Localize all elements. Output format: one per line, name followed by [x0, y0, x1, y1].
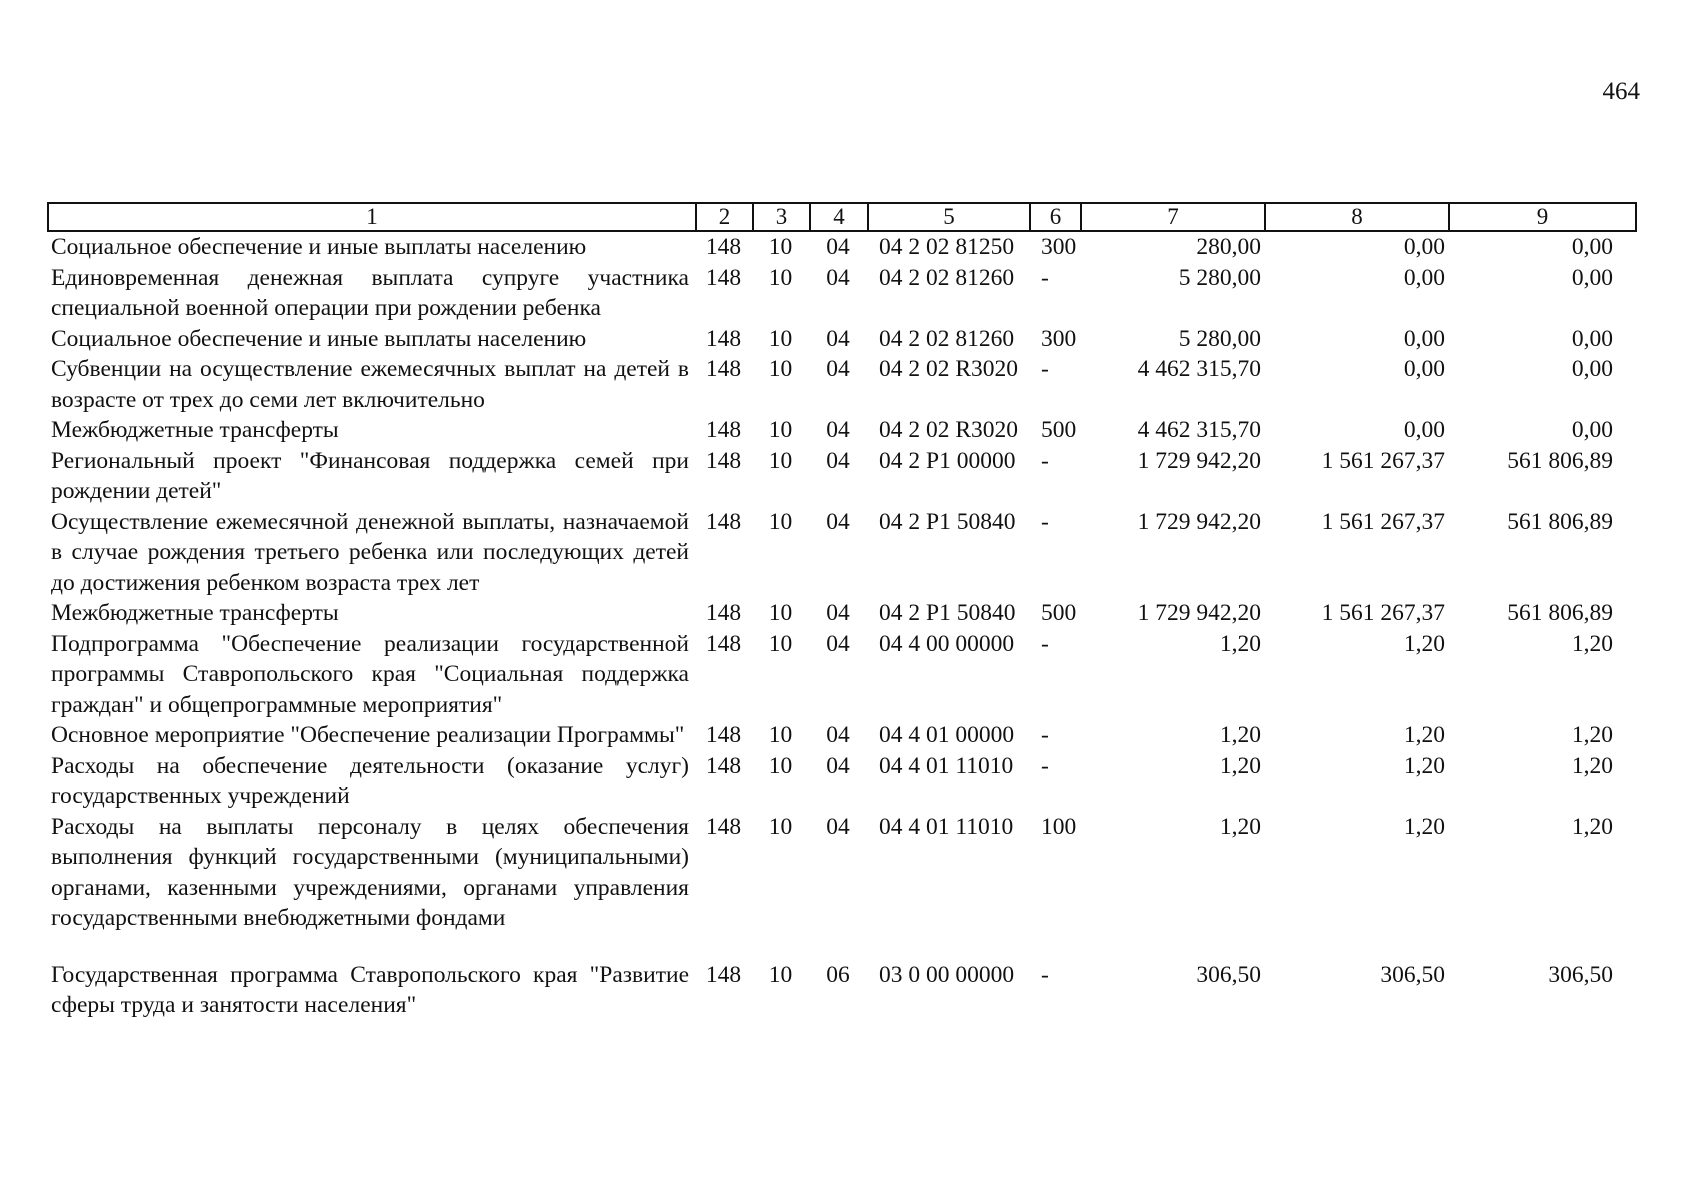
row-section: 10 [768, 234, 793, 260]
row-amount-col9: 1,20 [1571, 813, 1613, 840]
row-ministry-code: 148 [705, 508, 742, 535]
row-subsection: 04 [826, 447, 850, 474]
row-section: 10 [768, 447, 793, 474]
row-target-article: 04 2 02 81260 [879, 325, 1015, 352]
row-name: Межбюджетные трансферты [51, 600, 339, 626]
row-amount-col8: 1,20 [1403, 752, 1445, 779]
row-section: 10 [768, 630, 793, 657]
row-expense-type: - [1041, 447, 1049, 474]
row-amount-col9: 561 806,89 [1507, 508, 1613, 535]
header-col-9: 9 [1449, 203, 1636, 231]
row-target-article: 04 4 01 11010 [879, 813, 1014, 840]
row-amount-col8: 0,00 [1403, 417, 1445, 443]
row-section: 10 [768, 722, 793, 748]
row-amount-col9: 0,00 [1571, 234, 1613, 260]
row-subsection: 04 [826, 600, 850, 626]
table-row [47, 720, 1635, 751]
table-row [47, 415, 1635, 446]
row-amount-col9: 0,00 [1571, 264, 1613, 291]
row-target-article: 03 0 00 00000 [879, 961, 1015, 988]
row-ministry-code: 148 [705, 234, 742, 260]
row-ministry-code: 148 [705, 264, 742, 291]
row-name: Субвенции на осуществление ежемесячных выплат на детей в возрасте от трех до семи лет включительно [51, 356, 689, 413]
row-amount-col8: 1,20 [1403, 722, 1445, 748]
row-ministry-code: 148 [705, 417, 742, 443]
table-row [47, 232, 1635, 263]
row-expense-type: 500 [1041, 417, 1077, 443]
row-section: 10 [768, 508, 793, 535]
row-amount-col7: 5 280,00 [1178, 264, 1261, 291]
budget-table [47, 232, 1635, 1021]
row-amount-col9: 0,00 [1571, 356, 1613, 382]
row-amount-col7: 1,20 [1219, 722, 1261, 748]
table-row [47, 812, 1635, 934]
row-subsection: 04 [826, 752, 850, 779]
row-amount-col9: 1,20 [1571, 630, 1613, 657]
row-amount-col8: 0,00 [1403, 234, 1445, 260]
row-expense-type: - [1041, 961, 1049, 988]
row-amount-col9: 561 806,89 [1507, 447, 1613, 474]
page-number: 464 [1602, 78, 1640, 105]
table-row [47, 960, 1635, 1021]
header-col-5: 5 [868, 203, 1030, 231]
row-ministry-code: 148 [705, 961, 742, 988]
table-row [47, 598, 1635, 629]
row-target-article: 04 2 02 81250 [879, 234, 1015, 260]
row-expense-type: - [1041, 722, 1049, 748]
header-col-1: 1 [48, 203, 696, 231]
row-amount-col7: 280,00 [1196, 234, 1261, 260]
row-ministry-code: 148 [705, 356, 742, 382]
table-row [47, 751, 1635, 812]
row-name: Подпрограмма "Обеспечение реализации государственной программы Ставропольского края "Социальная поддержка граждан" и общепрограммные мероприятия" [51, 630, 689, 718]
row-target-article: 04 4 01 11010 [879, 752, 1014, 779]
row-expense-type: - [1041, 508, 1049, 535]
row-subsection: 04 [826, 722, 850, 748]
header-col-7: 7 [1081, 203, 1265, 231]
row-section: 10 [768, 813, 793, 840]
row-subsection: 04 [826, 630, 850, 657]
row-ministry-code: 148 [705, 325, 742, 352]
row-target-article: 04 2 02 R3020 [879, 356, 1019, 382]
row-expense-type: - [1041, 752, 1049, 779]
table-body [47, 232, 1635, 1021]
row-target-article: 04 4 01 00000 [879, 722, 1015, 748]
row-name: Региональный проект "Финансовая поддержка семей при рождении детей" [51, 447, 689, 504]
row-name: Государственная программа Ставропольского края "Развитие сферы труда и занятости населения" [51, 961, 689, 1018]
row-amount-col9: 0,00 [1571, 325, 1613, 352]
column-number-header [47, 202, 1637, 232]
row-expense-type: 100 [1041, 813, 1077, 840]
row-expense-type: - [1041, 264, 1049, 291]
row-target-article: 04 2 P1 50840 [879, 600, 1016, 626]
row-amount-col9: 0,00 [1571, 417, 1613, 443]
row-amount-col7: 1,20 [1219, 630, 1261, 657]
row-name: Социальное обеспечение и иные выплаты населению [51, 325, 587, 352]
row-name: Социальное обеспечение и иные выплаты населению [51, 234, 587, 260]
table-row [47, 446, 1635, 507]
header-col-3: 3 [753, 203, 810, 231]
header-col-6: 6 [1030, 203, 1081, 231]
row-section: 10 [768, 961, 793, 988]
spacer-cell [47, 934, 1635, 960]
row-amount-col8: 1,20 [1403, 813, 1445, 840]
row-ministry-code: 148 [705, 600, 742, 626]
row-name: Расходы на выплаты персоналу в целях обеспечения выполнения функций государственными (муниципальными) органами, казенными учреждениями, органами управления государственными внебюджетными фондами [51, 813, 689, 931]
row-name: Единовременная денежная выплата супруге участника специальной военной операции при рождении ребенка [51, 264, 689, 321]
row-name: Межбюджетные трансферты [51, 417, 339, 443]
row-amount-col8: 1 561 267,37 [1321, 600, 1445, 626]
row-expense-type: 500 [1041, 600, 1077, 626]
row-amount-col8: 0,00 [1403, 264, 1445, 291]
row-ministry-code: 148 [705, 630, 742, 657]
row-target-article: 04 2 P1 00000 [879, 447, 1016, 474]
row-ministry-code: 148 [705, 752, 742, 779]
row-amount-col7: 1,20 [1219, 813, 1261, 840]
table-row [47, 354, 1635, 415]
row-expense-type: 300 [1041, 234, 1077, 260]
row-amount-col7: 1 729 942,20 [1137, 600, 1261, 626]
row-amount-col9: 1,20 [1571, 722, 1613, 748]
row-ministry-code: 148 [705, 813, 742, 840]
row-amount-col8: 1,20 [1403, 630, 1445, 657]
row-name: Основное мероприятие "Обеспечение реализации Программы" [51, 722, 685, 748]
row-target-article: 04 2 02 R3020 [879, 417, 1019, 443]
row-section: 10 [768, 264, 793, 291]
row-expense-type: 300 [1041, 325, 1077, 352]
row-amount-col9: 306,50 [1548, 961, 1613, 988]
row-amount-col7: 1,20 [1219, 752, 1261, 779]
row-amount-col8: 1 561 267,37 [1321, 447, 1445, 474]
row-amount-col7: 1 729 942,20 [1137, 447, 1261, 474]
row-amount-col7: 4 462 315,70 [1137, 417, 1261, 443]
row-subsection: 04 [826, 813, 850, 840]
row-subsection: 04 [826, 325, 850, 352]
row-section: 10 [768, 356, 793, 382]
row-subsection: 06 [826, 961, 850, 988]
row-amount-col7: 1 729 942,20 [1137, 508, 1261, 535]
row-amount-col8: 0,00 [1403, 356, 1445, 382]
row-amount-col9: 1,20 [1571, 752, 1613, 779]
table-row [47, 629, 1635, 721]
table-row [47, 263, 1635, 324]
row-target-article: 04 2 P1 50840 [879, 508, 1016, 535]
row-subsection: 04 [826, 234, 850, 260]
row-subsection: 04 [826, 417, 850, 443]
row-expense-type: - [1041, 356, 1049, 382]
row-name: Расходы на обеспечение деятельности (оказание услуг) государственных учреждений [51, 752, 689, 809]
row-amount-col8: 0,00 [1403, 325, 1445, 352]
row-target-article: 04 2 02 81260 [879, 264, 1015, 291]
row-amount-col7: 5 280,00 [1178, 325, 1261, 352]
row-subsection: 04 [826, 264, 850, 291]
row-amount-col8: 1 561 267,37 [1321, 508, 1445, 535]
header-col-8: 8 [1265, 203, 1449, 231]
row-amount-col8: 306,50 [1380, 961, 1445, 988]
row-subsection: 04 [826, 508, 850, 535]
row-amount-col7: 306,50 [1196, 961, 1261, 988]
row-amount-col7: 4 462 315,70 [1137, 356, 1261, 382]
row-ministry-code: 148 [705, 722, 742, 748]
row-target-article: 04 4 00 00000 [879, 630, 1015, 657]
table-row [47, 507, 1635, 599]
spacer-row [47, 934, 1635, 960]
header-col-4: 4 [810, 203, 868, 231]
header-col-2: 2 [696, 203, 753, 231]
row-section: 10 [768, 600, 793, 626]
row-subsection: 04 [826, 356, 850, 382]
row-section: 10 [768, 325, 793, 352]
row-ministry-code: 148 [705, 447, 742, 474]
row-name: Осуществление ежемесячной денежной выплаты, назначаемой в случае рождения третьего ребенка или последующих детей до достижения ребенком возраста трех лет [51, 508, 689, 596]
row-section: 10 [768, 752, 793, 779]
row-expense-type: - [1041, 630, 1049, 657]
table-row [47, 324, 1635, 355]
row-amount-col9: 561 806,89 [1507, 600, 1613, 626]
row-section: 10 [768, 417, 793, 443]
